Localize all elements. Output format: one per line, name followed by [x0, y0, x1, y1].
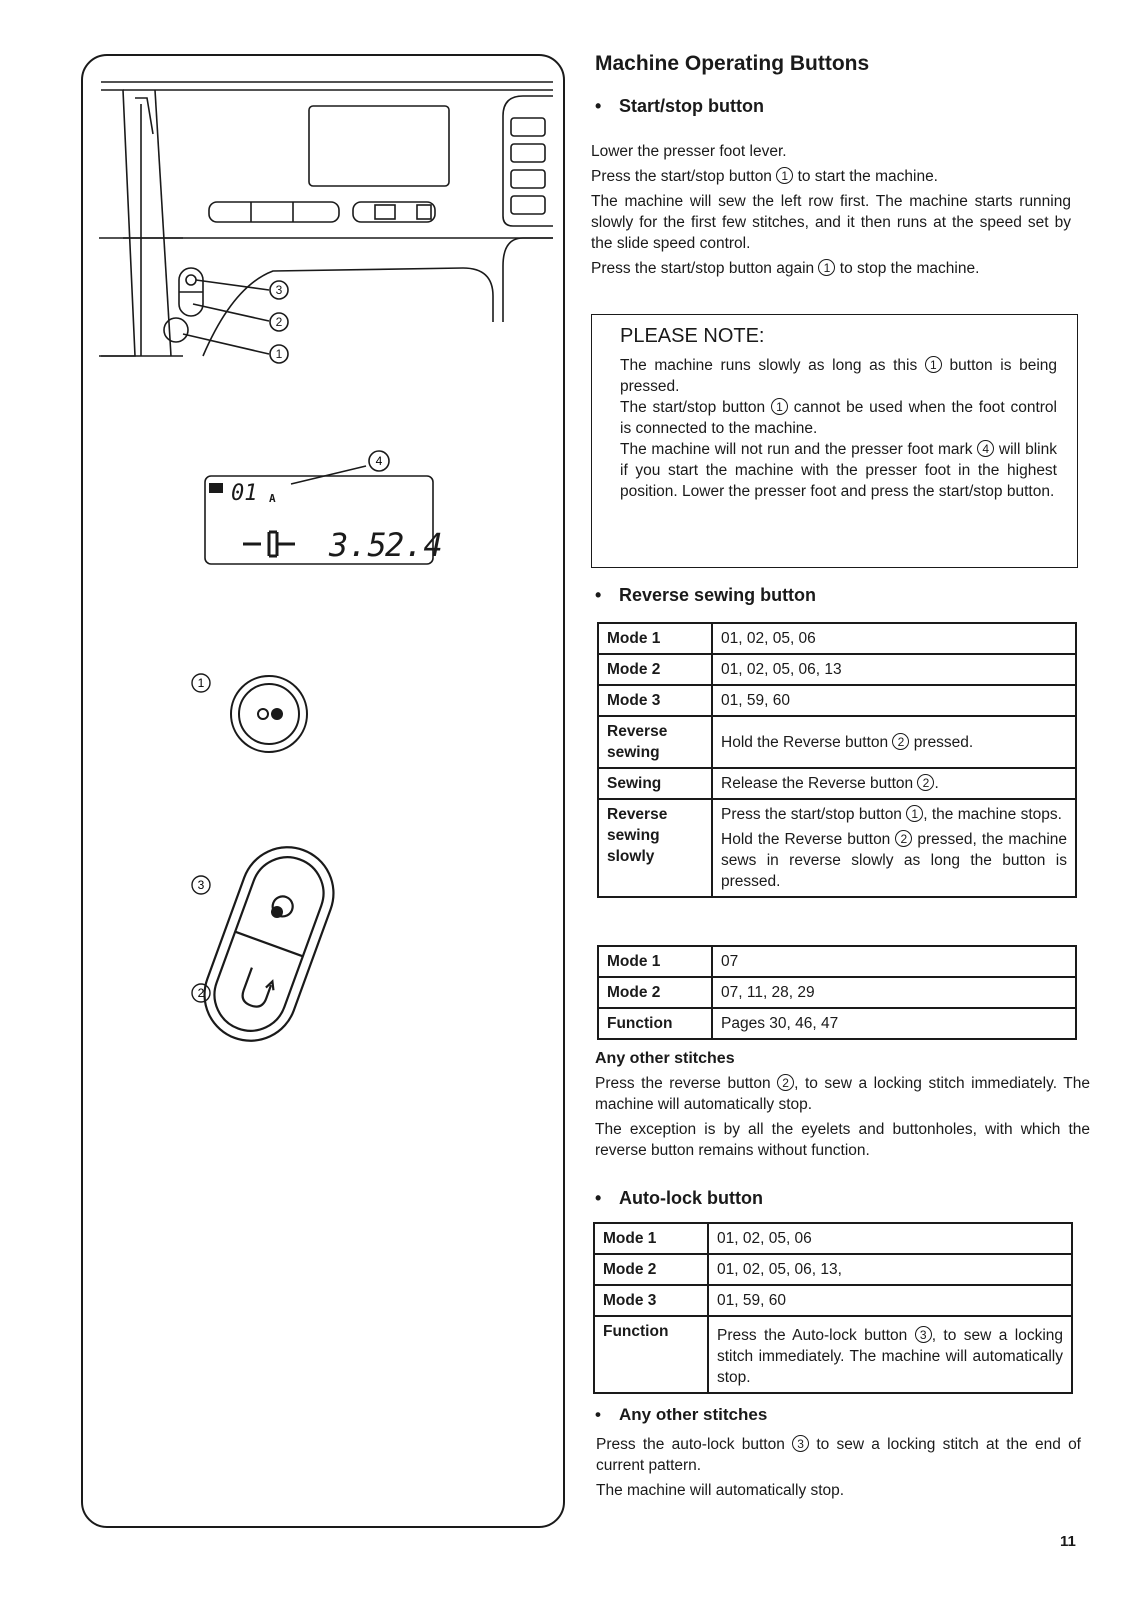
- reverse-table-1: [597, 622, 1077, 898]
- lcd-pattern-number: 01: [231, 481, 258, 506]
- circle-marker-2: 2: [777, 1074, 794, 1091]
- autolock-other-heading: • Any other stitches: [595, 1405, 768, 1424]
- table-row: Function Pages 30, 46, 47: [598, 1008, 1076, 1039]
- start-stop-text: Lower the presser foot lever. Press the start/stop button 1 to start the machine. The machine will sew the left row first. The machine starts running slowly for the first few stitches, and it then runs at the speed set by the slide speed control. Press the start/stop button again 1 to stop the machine.: [591, 143, 1071, 277]
- circle-marker-4: 4: [977, 440, 994, 457]
- table-row: Mode 3 01, 59, 60: [594, 1285, 1072, 1316]
- page-number: 11: [1060, 1533, 1076, 1550]
- circle-marker-1: 1: [925, 356, 942, 373]
- circle-marker-3: 3: [915, 1326, 932, 1343]
- callout-3-top: 3: [275, 283, 283, 297]
- callout-2-bottom: 2: [197, 986, 205, 1000]
- autolock-table: [593, 1222, 1073, 1394]
- lcd-sub-letter: A: [269, 492, 276, 505]
- circle-marker-1: 1: [818, 259, 835, 276]
- circle-marker-1: 1: [771, 398, 788, 415]
- circle-marker-2: 2: [917, 774, 934, 791]
- table-row: Mode 1 01, 02, 05, 06: [594, 1223, 1072, 1254]
- start-stop-heading: • Start/stop button: [595, 96, 764, 116]
- table-row: Mode 1 01, 02, 05, 06: [598, 623, 1076, 654]
- circle-marker-3: 3: [792, 1435, 809, 1452]
- circle-marker-1: 1: [906, 805, 923, 822]
- table-row: Mode 2 01, 02, 05, 06, 13,: [594, 1254, 1072, 1285]
- lcd-value-width: 3.5: [329, 526, 387, 564]
- circle-marker-1: 1: [776, 167, 793, 184]
- table-row: Sewing Release the Reverse button 2 .: [598, 768, 1076, 799]
- reverse-other-heading: Any other stitches: [595, 1050, 735, 1067]
- lcd-value-length: 2.4: [385, 526, 443, 564]
- note-body: The machine runs slowly as long as this 1 button is being pressed. The start/stop button 1 cannot be used when the foot control is connected to the machine. The machine will not run and the presser foot mark 4 will blink if you start the machine with the presser foot in the highest position. Lower the presser foot and press the start/stop button.: [620, 357, 1058, 500]
- page-title: Machine Operating Buttons: [595, 52, 870, 75]
- autolock-heading: • Auto-lock button: [595, 1188, 763, 1208]
- reverse-other-text: Press the reverse button 2 , to sew a locking stitch immediately. The machine will automatically stop. The exception is by all the eyelets and buttonholes, with which the reverse button remains without function.: [595, 1075, 1090, 1159]
- table-row: Mode 1 07: [598, 946, 1076, 977]
- autolock-other-text: Press the auto-lock button 3 to sew a locking stitch at the end of current pattern. The machine will automatically stop.: [596, 1436, 1081, 1499]
- callout-1-mid: 1: [197, 676, 205, 690]
- table-row: Reverse sewing slowly Press the start/stop button 1 , the machine stops. Hold the Reverse button 2 pressed, the machine sews in reverse slowly as long the button is pressed.: [598, 799, 1076, 897]
- callout-3-bottom: 3: [197, 878, 205, 892]
- callout-4: 4: [375, 454, 383, 468]
- reverse-heading: • Reverse sewing button: [595, 585, 817, 605]
- table-row: Function Press the Auto-lock button 3 , to sew a locking stitch immediately. The machine will automatically stop.: [594, 1316, 1072, 1393]
- callout-2-top: 2: [275, 315, 283, 329]
- please-note-box: [591, 314, 1078, 568]
- reverse-autolock-rocker: [192, 834, 347, 1053]
- table-row: Mode 2 01, 02, 05, 06, 13: [598, 654, 1076, 685]
- circle-marker-2: 2: [892, 733, 909, 750]
- table-row: Mode 3 01, 59, 60: [598, 685, 1076, 716]
- reverse-table-2: [597, 945, 1077, 1040]
- machine-illustration: [83, 56, 565, 1528]
- circle-marker-2: 2: [895, 830, 912, 847]
- table-row: Mode 2 07, 11, 28, 29: [598, 977, 1076, 1008]
- table-row: Reverse sewing Hold the Reverse button 2 pressed.: [598, 716, 1076, 768]
- callout-1-top: 1: [275, 347, 283, 361]
- lcd-screen-outline: [309, 106, 449, 186]
- illustration-panel: [81, 54, 565, 1528]
- note-heading: PLEASE NOTE:: [620, 325, 765, 347]
